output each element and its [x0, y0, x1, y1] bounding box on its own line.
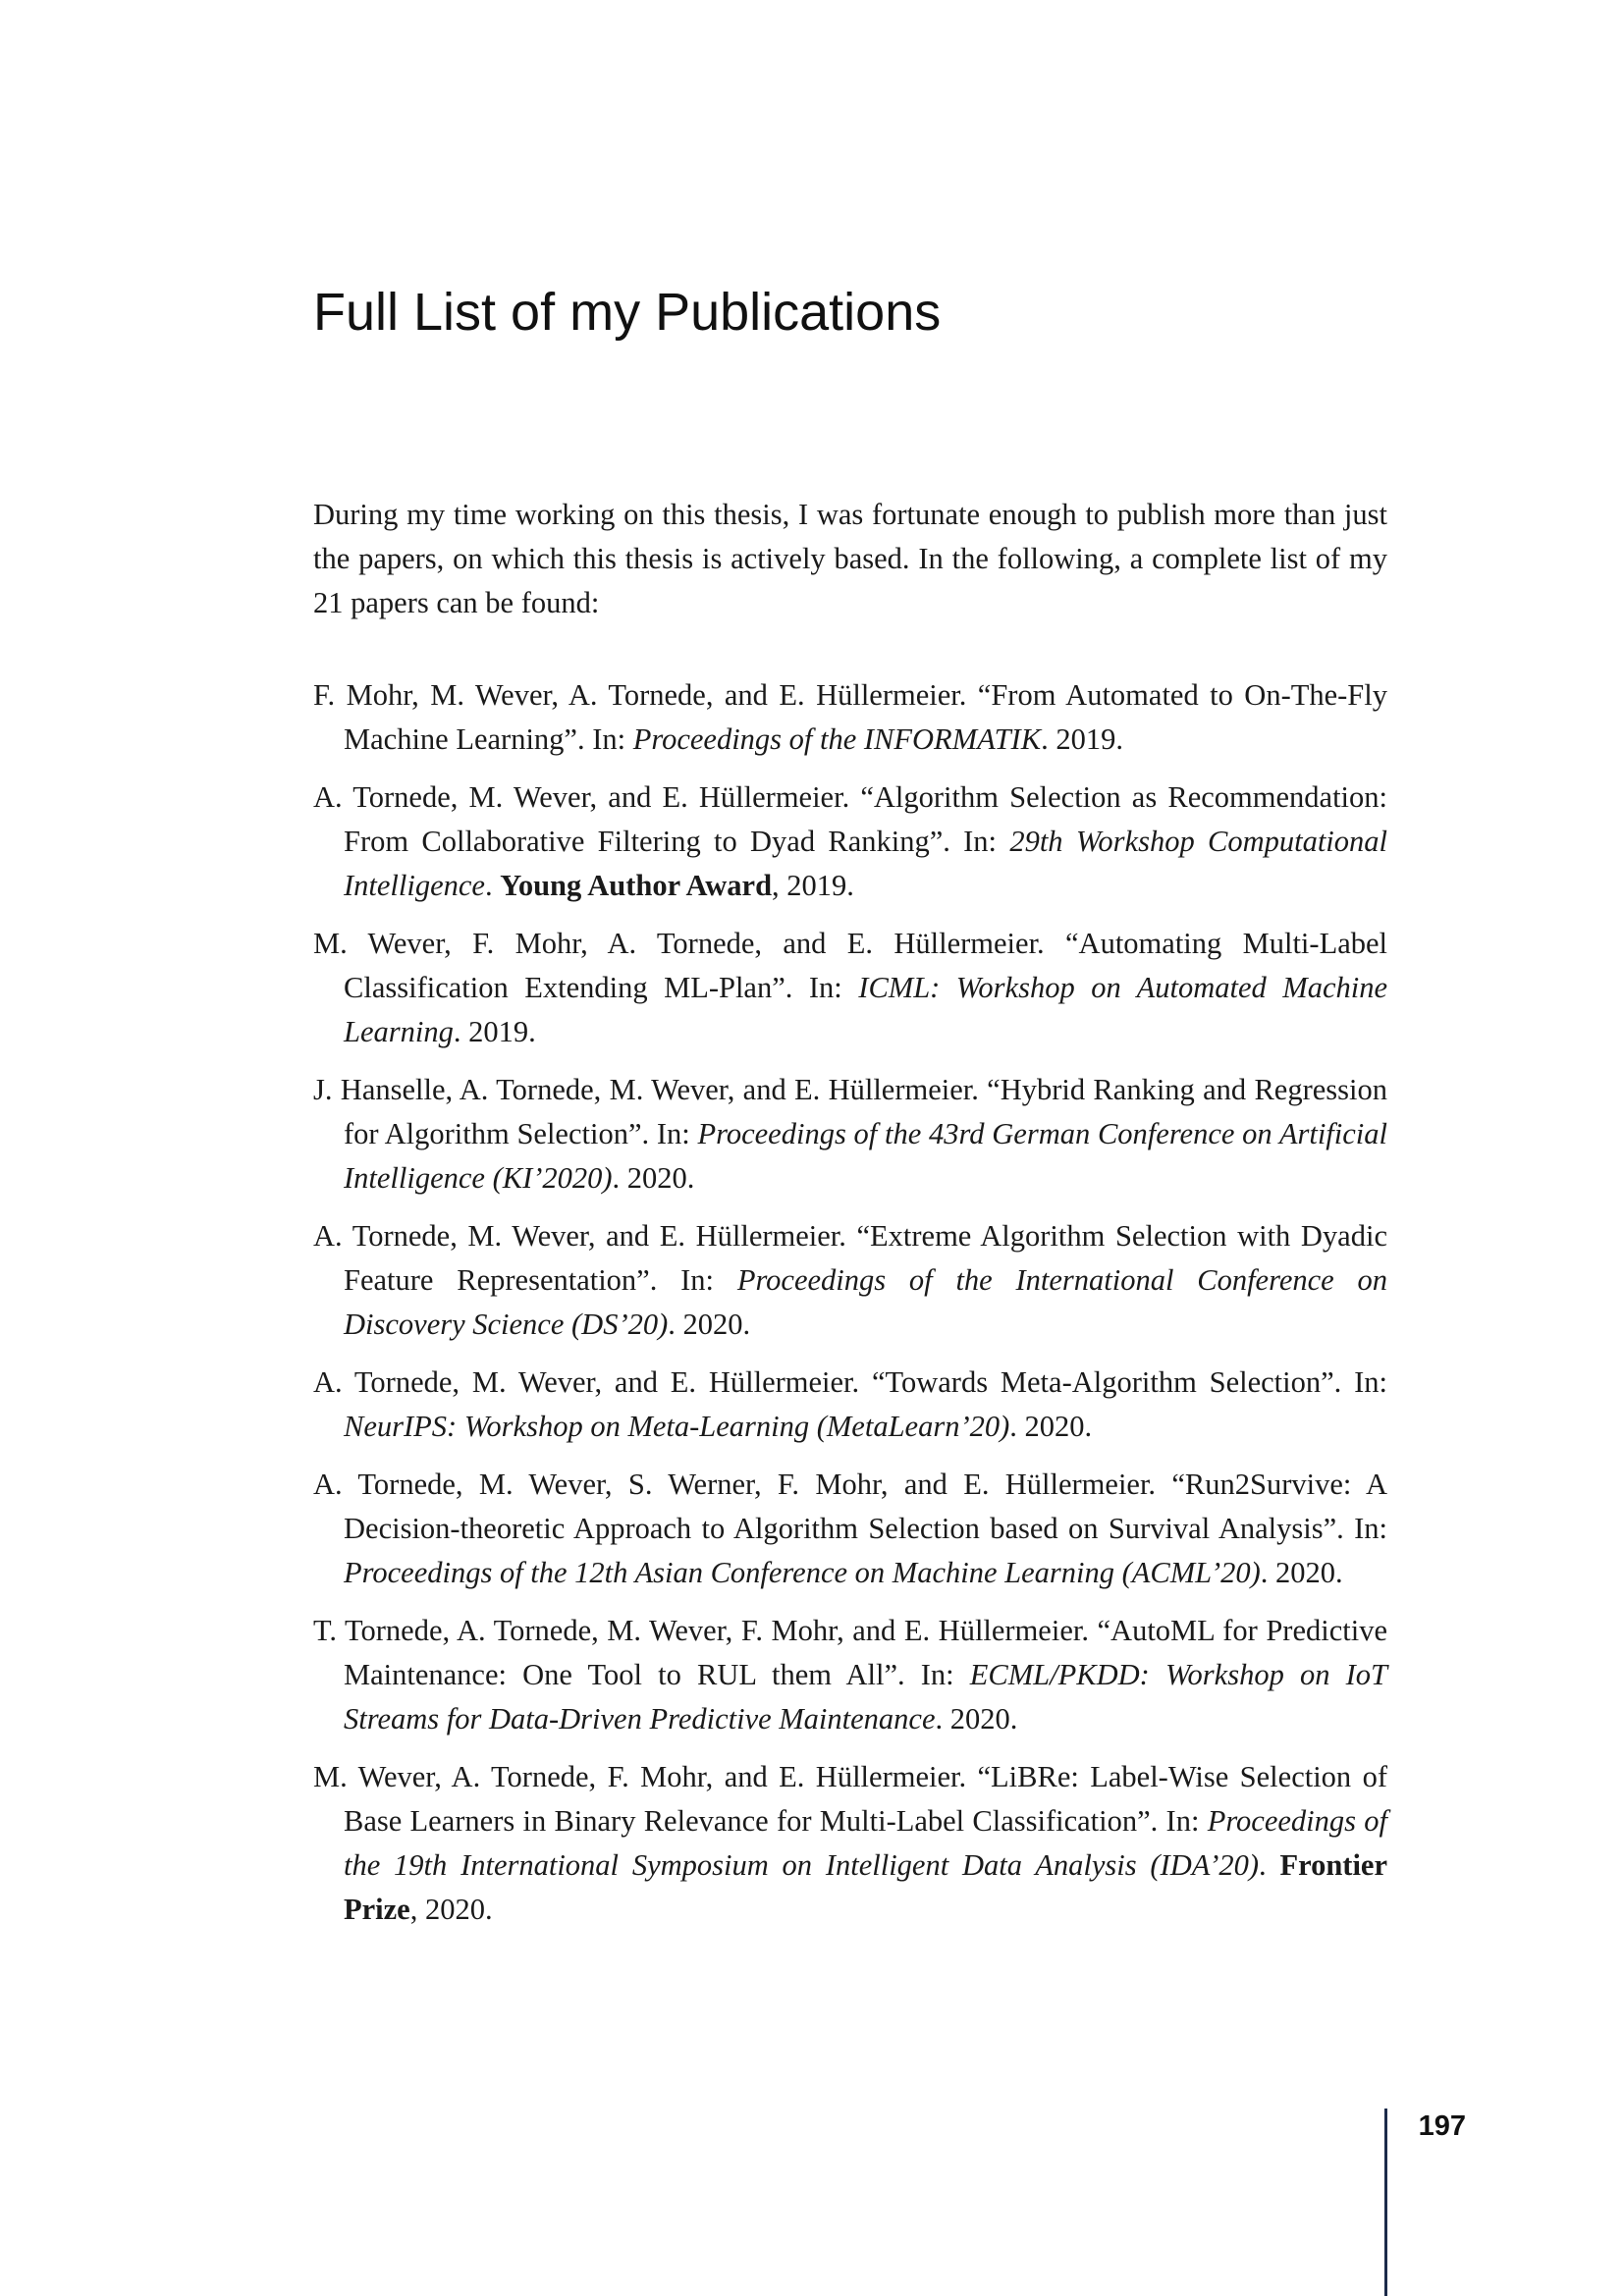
publication-venue: Proceedings of the 43rd German Conference on Artificial Intelligence (KI’2020) [344, 1117, 1387, 1195]
publication-venue: 29th Workshop Computational Intelligence [344, 825, 1387, 902]
publication-venue: Proceedings of the International Conference on Discovery Science (DS’20) [344, 1263, 1387, 1341]
publication-authors-title: A. Tornede, M. Wever, S. Werner, F. Mohr, and E. Hüllermeier. “Run2Survive: A Decision-theoretic Approach to Algorithm Selection based on Survival Analysis”. In: [313, 1468, 1387, 1545]
publication-year: . 2020. [1009, 1410, 1093, 1443]
intro-paragraph: During my time working on this thesis, I was fortunate enough to publish more than just the papers, on which this thesis is actively based. In the following, a complete list of my 21 papers can be found: [313, 498, 1387, 619]
publication-venue: ECML/PKDD: Workshop on IoT Streams for Data-Driven Predictive Maintenance [344, 1658, 1387, 1735]
publication-authors-title: A. Tornede, M. Wever, and E. Hüllermeier. “Algorithm Selection as Recommendation: From Collaborative Filtering to Dyad Ranking”. In: [313, 780, 1387, 858]
publication-authors-title: A. Tornede, M. Wever, and E. Hüllermeier. “Towards Meta-Algorithm Selection”. In: [313, 1365, 1387, 1399]
publication-authors-title: T. Tornede, A. Tornede, M. Wever, F. Mohr, and E. Hüllermeier. “AutoML for Predictive Maintenance: One Tool to RUL them All”. In: [313, 1614, 1387, 1691]
publication-year: . 2020. [668, 1308, 751, 1341]
publication-entry [313, 775, 1387, 908]
publication-award: Frontier Prize [344, 1848, 1387, 1926]
publication-authors-title: A. Tornede, M. Wever, and E. Hüllermeier. “Extreme Algorithm Selection with Dyadic Feature Representation”. In: [313, 1219, 1387, 1297]
publication-year: . 2020. [935, 1702, 1018, 1735]
publication-venue: Proceedings of the 12th Asian Conference on Machine Learning (ACML’20) [344, 1556, 1261, 1589]
publication-award: Young Author Award [500, 869, 773, 902]
publication-authors-title: M. Wever, F. Mohr, A. Tornede, and E. Hüllermeier. “Automating Multi-Label Classification Extending ML-Plan”. In: [313, 927, 1387, 1004]
publication-year: . 2020. [1260, 1556, 1343, 1589]
publication-separator: . [484, 869, 501, 902]
publication-year: . 2020. [612, 1161, 695, 1195]
publication-entry [313, 1361, 1387, 1449]
chapter-title: Full List of my Publications [313, 283, 942, 342]
publication-year: . 2019. [453, 1015, 536, 1048]
publication-venue: ICML: Workshop on Automated Machine Learning [344, 971, 1387, 1048]
page-margin-rule [1384, 2109, 1387, 2296]
publication-authors-title: M. Wever, A. Tornede, F. Mohr, and E. Hüllermeier. “LiBRe: Label-Wise Selection of Base Learners in Binary Relevance for Multi-Label Classification”. In: [313, 1760, 1387, 1838]
publication-authors-title: J. Hanselle, A. Tornede, M. Wever, and E. Hüllermeier. “Hybrid Ranking and Regression for Algorithm Selection”. In: [313, 1073, 1387, 1150]
publication-entry [313, 1609, 1387, 1741]
publication-entry [313, 922, 1387, 1054]
page-number: 197 [1418, 2110, 1466, 2142]
publication-year: , 2020. [409, 1893, 493, 1926]
publication-venue: Proceedings of the 19th International Symposium on Intelligent Data Analysis (IDA’20) [344, 1804, 1387, 1882]
publication-venue: Proceedings of the INFORMATIK [632, 722, 1042, 756]
publication-entry [313, 1214, 1387, 1347]
publication-entry [313, 673, 1387, 762]
publication-year: . 2019. [1041, 722, 1123, 756]
publication-list [313, 673, 1387, 1946]
publication-entry [313, 1755, 1387, 1932]
publication-authors-title: F. Mohr, M. Wever, A. Tornede, and E. Hüllermeier. “From Automated to On-The-Fly Machine Learning”. In: [313, 678, 1387, 756]
publication-venue: NeurIPS: Workshop on Meta-Learning (MetaLearn’20) [344, 1410, 1010, 1443]
publication-separator: . [1259, 1848, 1280, 1882]
publication-year: , 2019. [772, 869, 854, 902]
publication-entry [313, 1068, 1387, 1201]
publication-entry [313, 1463, 1387, 1595]
